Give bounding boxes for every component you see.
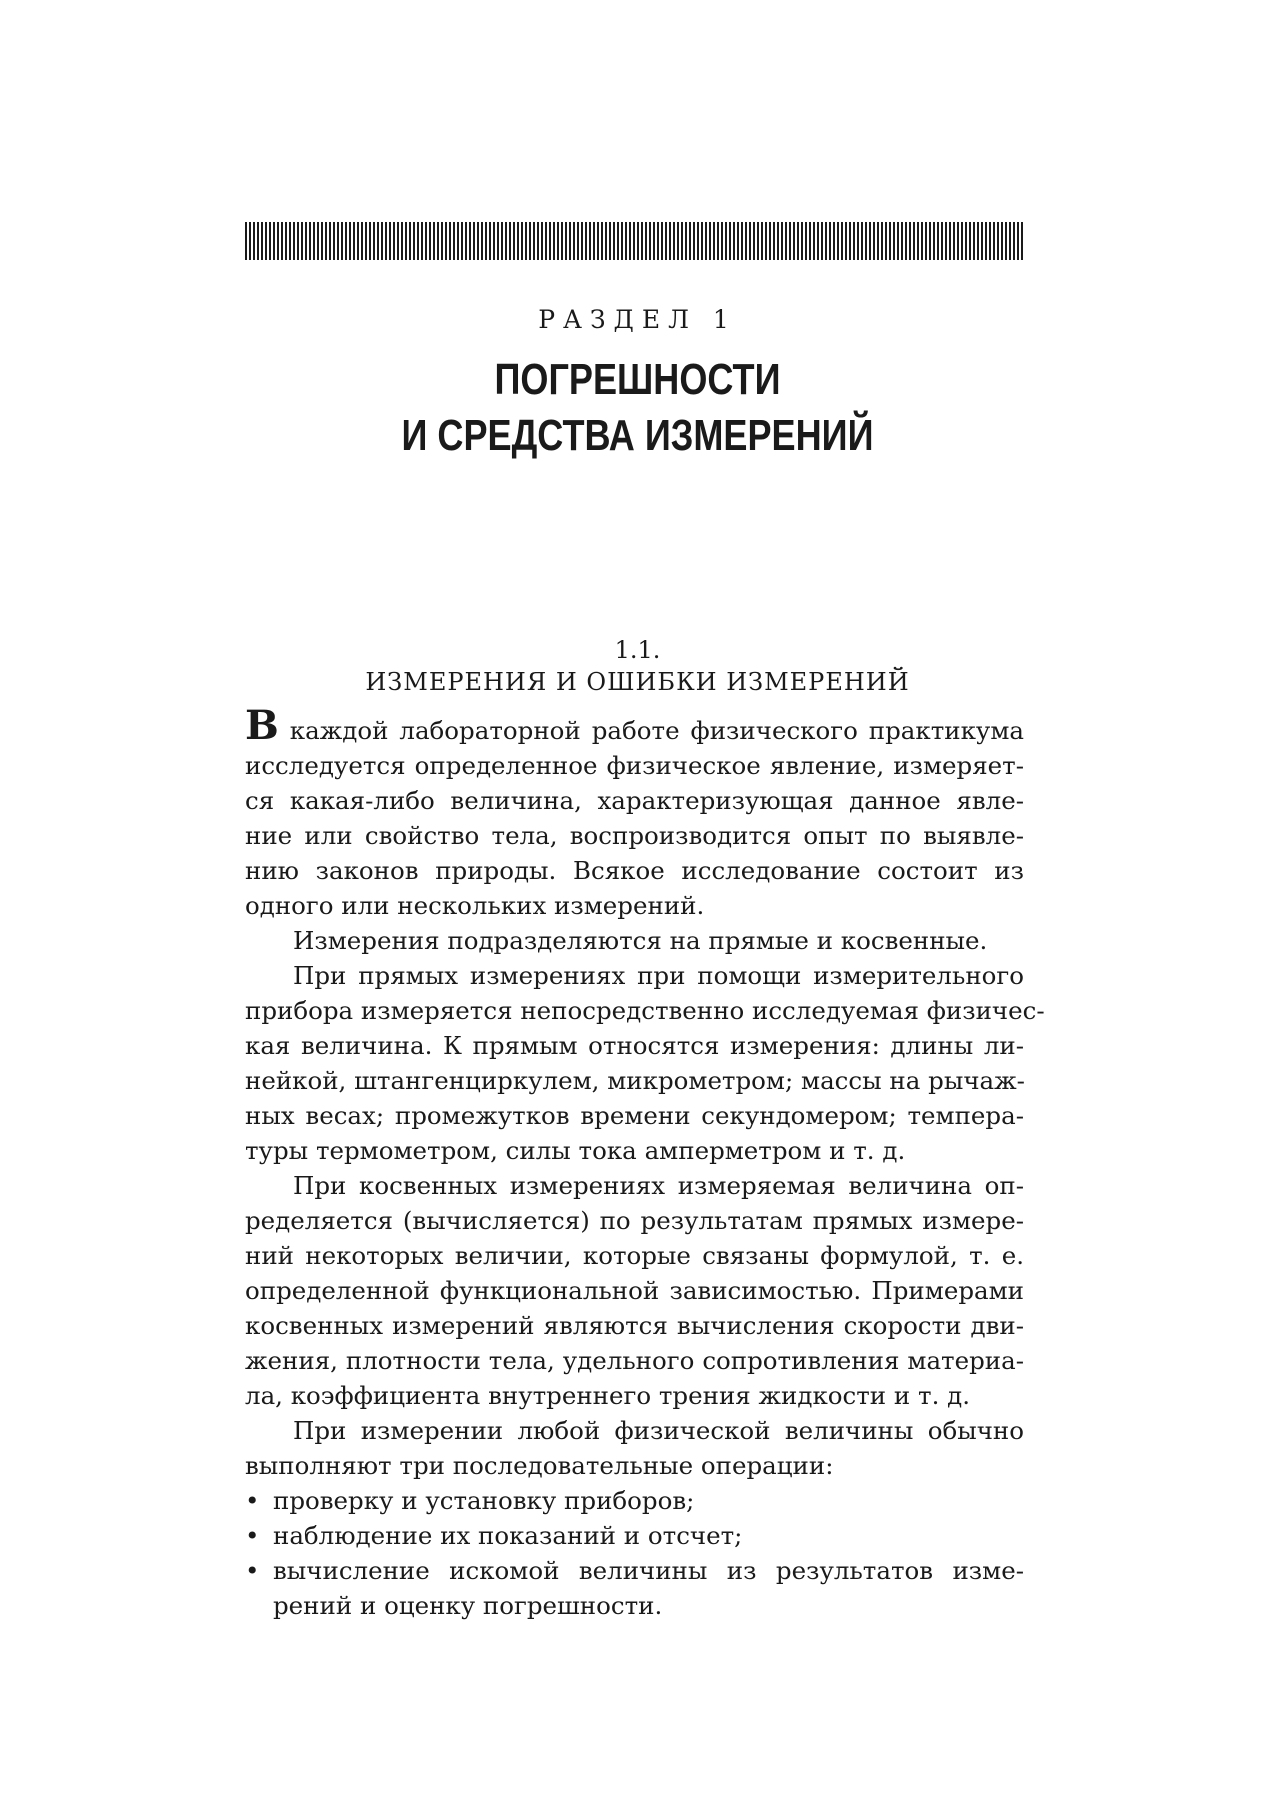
paragraph-line: исследуется определенное физическое явление, измеряет- bbox=[245, 751, 1024, 780]
paragraph-line: ределяется (вычисляется) по результатам прямых измере- bbox=[245, 1206, 1024, 1235]
part-title-line-1: ПОГРЕШНОСТИ bbox=[494, 355, 781, 404]
paragraph-line: определенной функциональной зависимостью. Примерами bbox=[245, 1276, 1024, 1305]
paragraph-line: жения, плотности тела, удельного сопротивления материа- bbox=[245, 1346, 1024, 1375]
paragraph-line: ний некоторых величии, которые связаны формулой, т. е. bbox=[245, 1241, 1024, 1270]
paragraph-line: косвенных измерений являются вычисления скорости дви- bbox=[245, 1311, 1024, 1340]
paragraph-line: ние или свойство тела, воспроизводится опыт по выявле- bbox=[245, 821, 1024, 850]
paragraph-line: одного или нескольких измерений. bbox=[245, 891, 705, 920]
paragraph-line: Измерения подразделяются на прямые и косвенные. bbox=[293, 926, 988, 955]
paragraph-line: ла, коэффициента внутреннего трения жидкости и т. д. bbox=[245, 1381, 971, 1410]
drop-cap: В bbox=[245, 702, 279, 749]
paragraph-line: выполняют три последовательные операции: bbox=[245, 1451, 834, 1480]
paragraph-line: В каждой лабораторной работе физического практикума bbox=[245, 702, 1024, 749]
paragraph-line: ся какая-либо величина, характеризующая данное явле- bbox=[245, 786, 1024, 815]
list-item: • проверку и установку приборов; bbox=[245, 1483, 1024, 1518]
part-title-line-2: И СРЕДСТВА ИЗМЕРЕНИЙ bbox=[401, 411, 874, 460]
section-number: 1.1. bbox=[614, 636, 661, 664]
decorative-header-rule bbox=[245, 222, 1024, 260]
paragraph-line: туры термометром, силы тока амперметром и т. д. bbox=[245, 1136, 906, 1165]
list-item: • вычисление искомой величины из результатов изме- bbox=[245, 1553, 1024, 1588]
bullet-icon: • bbox=[245, 1486, 260, 1515]
list-item-continuation: рений и оценку погрешности. bbox=[273, 1591, 663, 1620]
paragraph-line: нию законов природы. Всякое исследование состоит из bbox=[245, 856, 1024, 885]
part-title bbox=[115, 352, 1161, 464]
section-title: ИЗМЕРЕНИЯ И ОШИБКИ ИЗМЕРЕНИЙ bbox=[365, 668, 910, 696]
paragraph-line: При прямых измерениях при помощи измерительного bbox=[293, 961, 1024, 990]
paragraph-line: нейкой, штангенциркулем, микрометром; массы на рычаж- bbox=[245, 1066, 1025, 1095]
list-item: • наблюдение их показаний и отсчет; bbox=[245, 1518, 1024, 1553]
paragraph-line: При измерении любой физической величины обычно bbox=[293, 1416, 1024, 1445]
paragraph-line: прибора измеряется непосредственно исследуемая физичес- bbox=[245, 996, 1045, 1025]
bullet-icon: • bbox=[245, 1521, 260, 1550]
body-text bbox=[245, 702, 1045, 1623]
part-label: РАЗДЕЛ 1 bbox=[538, 305, 737, 334]
paragraph-line: При косвенных измерениях измеряемая величина оп- bbox=[293, 1171, 1024, 1200]
paragraph-line: кая величина. К прямым относятся измерения: длины ли- bbox=[245, 1031, 1024, 1060]
bullet-icon: • bbox=[245, 1556, 260, 1585]
paragraph-line: ных весах; промежутков времени секундомером; темпера- bbox=[245, 1101, 1024, 1130]
